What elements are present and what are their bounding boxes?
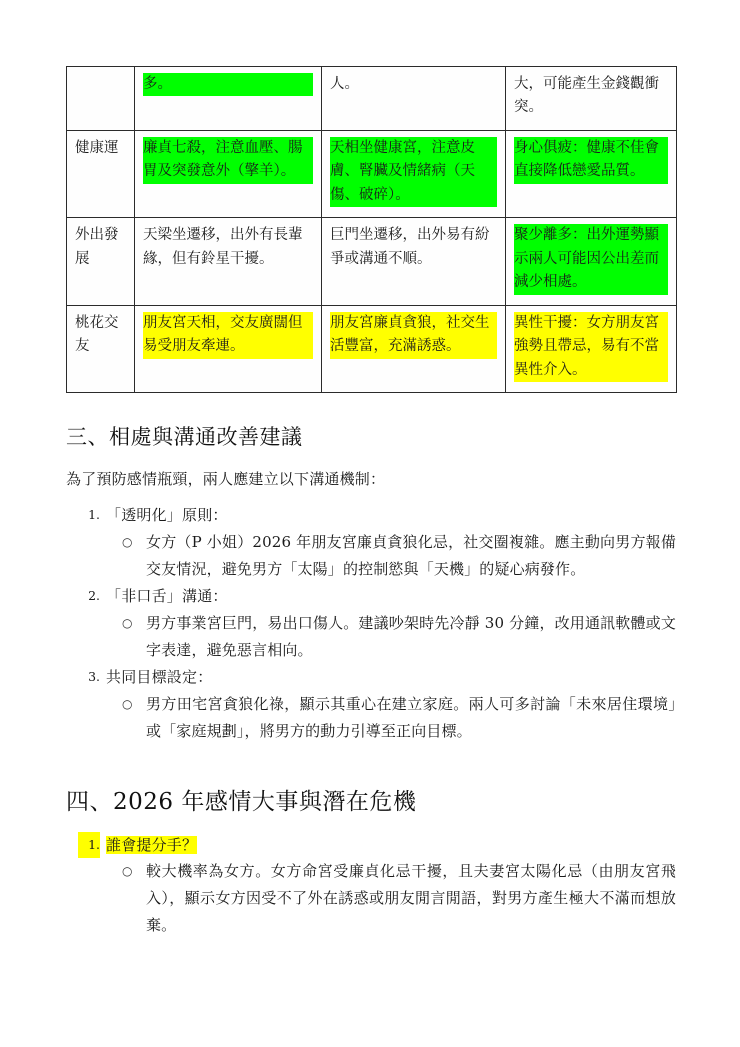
- table-cell-male: [135, 130, 322, 217]
- table-body: [67, 67, 677, 393]
- section-three-list: [66, 502, 676, 744]
- circle-bullet-icon: ○: [122, 535, 133, 550]
- table-cell-female: [322, 218, 506, 305]
- cell-text: 朋友宮廉貞貪狼，社交生活豐富，充滿誘惑。: [330, 312, 497, 359]
- sub-list: [106, 610, 676, 663]
- cell-text: 天相坐健康宮，注意皮膚、腎臟及情緒病（天傷、破碎）。: [330, 137, 497, 207]
- list-marker: 3.: [88, 669, 100, 685]
- cell-text: 巨門坐遷移，出外易有紛爭或溝通不順。: [330, 227, 490, 267]
- section-four-heading: 四、2026 年感情大事與潛在危機: [66, 788, 417, 815]
- sub-list-item: [106, 529, 676, 582]
- section-three-heading: 三、相處與溝通改善建議: [66, 425, 303, 450]
- list-item-title: 誰會提分手？: [106, 835, 198, 854]
- list-item-title: 「透明化」原則：: [106, 506, 228, 525]
- sub-item-text: 男方田宅宮貪狼化祿，顯示其重心在建立家庭。兩人可多討論「未來居住環境」或「家庭規劃」，將男方的動力引導至正向目標。: [146, 695, 676, 740]
- circle-bullet-icon: ○: [122, 697, 133, 712]
- list-item-title: 共同目標設定：: [106, 668, 213, 687]
- list-marker: 1.: [88, 507, 100, 523]
- table-cell-analysis: [506, 67, 677, 131]
- table-row: [67, 218, 677, 305]
- page-content: [66, 66, 676, 939]
- cell-text: 廉貞七殺，注意血壓、腸胃及突發意外（擎羊）。: [143, 137, 313, 184]
- table-cell-female: [322, 305, 506, 392]
- sub-list-item: [106, 858, 676, 938]
- row-label-cell: [67, 130, 135, 217]
- row-label: 外出發展: [75, 227, 119, 267]
- sub-list: [106, 529, 676, 582]
- list-item-title: 「非口舌」溝通：: [106, 587, 228, 606]
- table-cell-female: [322, 67, 506, 131]
- sub-list: [106, 858, 676, 938]
- row-label: 健康運: [75, 139, 119, 156]
- list-item: [66, 832, 676, 939]
- circle-bullet-icon: ○: [122, 616, 133, 631]
- row-label: 桃花交友: [75, 314, 119, 355]
- table-cell-male: [135, 218, 322, 305]
- sub-list-item: [106, 691, 676, 744]
- cell-text: 朋友宮天相，交友廣闊但易受朋友牽連。: [143, 312, 313, 359]
- table-cell-analysis: [506, 305, 677, 392]
- table-row: [67, 130, 677, 217]
- cell-text: 大，可能產生金錢觀衝突。: [514, 76, 659, 116]
- row-label-cell: [67, 67, 135, 131]
- table-cell-analysis: [506, 218, 677, 305]
- cell-text: 人。: [330, 76, 359, 92]
- list-item: [66, 502, 676, 582]
- compatibility-table: [66, 66, 677, 393]
- cell-text: 異性干擾：女方朋友宮強勢且帶忌，易有不當異性介入。: [514, 312, 668, 382]
- cell-text: 聚少離多：出外運勢顯示兩人可能因公出差而減少相處。: [514, 224, 668, 294]
- table-cell-female: [322, 130, 506, 217]
- cell-text: 多。: [143, 73, 313, 96]
- row-label-cell: [67, 218, 135, 305]
- table-row: [67, 305, 677, 392]
- list-item: [66, 664, 676, 744]
- sub-item-text: 男方事業宮巨門，易出口傷人。建議吵架時先冷靜 30 分鐘，改用通訊軟體或文字表達，避免惡言相向。: [146, 614, 676, 659]
- table-cell-male: [135, 67, 322, 131]
- section-four-list: [66, 832, 676, 939]
- section-three-intro: 為了預防感情瓶頸，兩人應建立以下溝通機制：: [66, 469, 386, 488]
- sub-item-text: 較大機率為女方。女方命宮受廉貞化忌干擾，且夫妻宮太陽化忌（由朋友宮飛入），顯示女方因受不了外在誘惑或朋友閒言閒語，對男方產生極大不滿而想放棄。: [146, 862, 676, 934]
- list-marker: 2.: [88, 588, 100, 604]
- list-marker: 1.: [78, 832, 100, 859]
- sub-list-item: [106, 610, 676, 663]
- list-item: [66, 583, 676, 663]
- table-cell-analysis: [506, 130, 677, 217]
- sub-list: [106, 691, 676, 744]
- table-row: [67, 67, 677, 131]
- cell-text: 身心俱疲：健康不佳會直接降低戀愛品質。: [514, 137, 668, 184]
- row-label-cell: [67, 305, 135, 392]
- cell-text: 天梁坐遷移，出外有長輩緣，但有鈴星干擾。: [143, 227, 303, 267]
- sub-item-text: 女方（P 小姐）2026 年朋友宮廉貞貪狼化忌，社交圈複雜。應主動向男方報備交友情況，避免男方「太陽」的控制慾與「天機」的疑心病發作。: [146, 533, 676, 578]
- circle-bullet-icon: ○: [122, 864, 133, 879]
- table-cell-male: [135, 305, 322, 392]
